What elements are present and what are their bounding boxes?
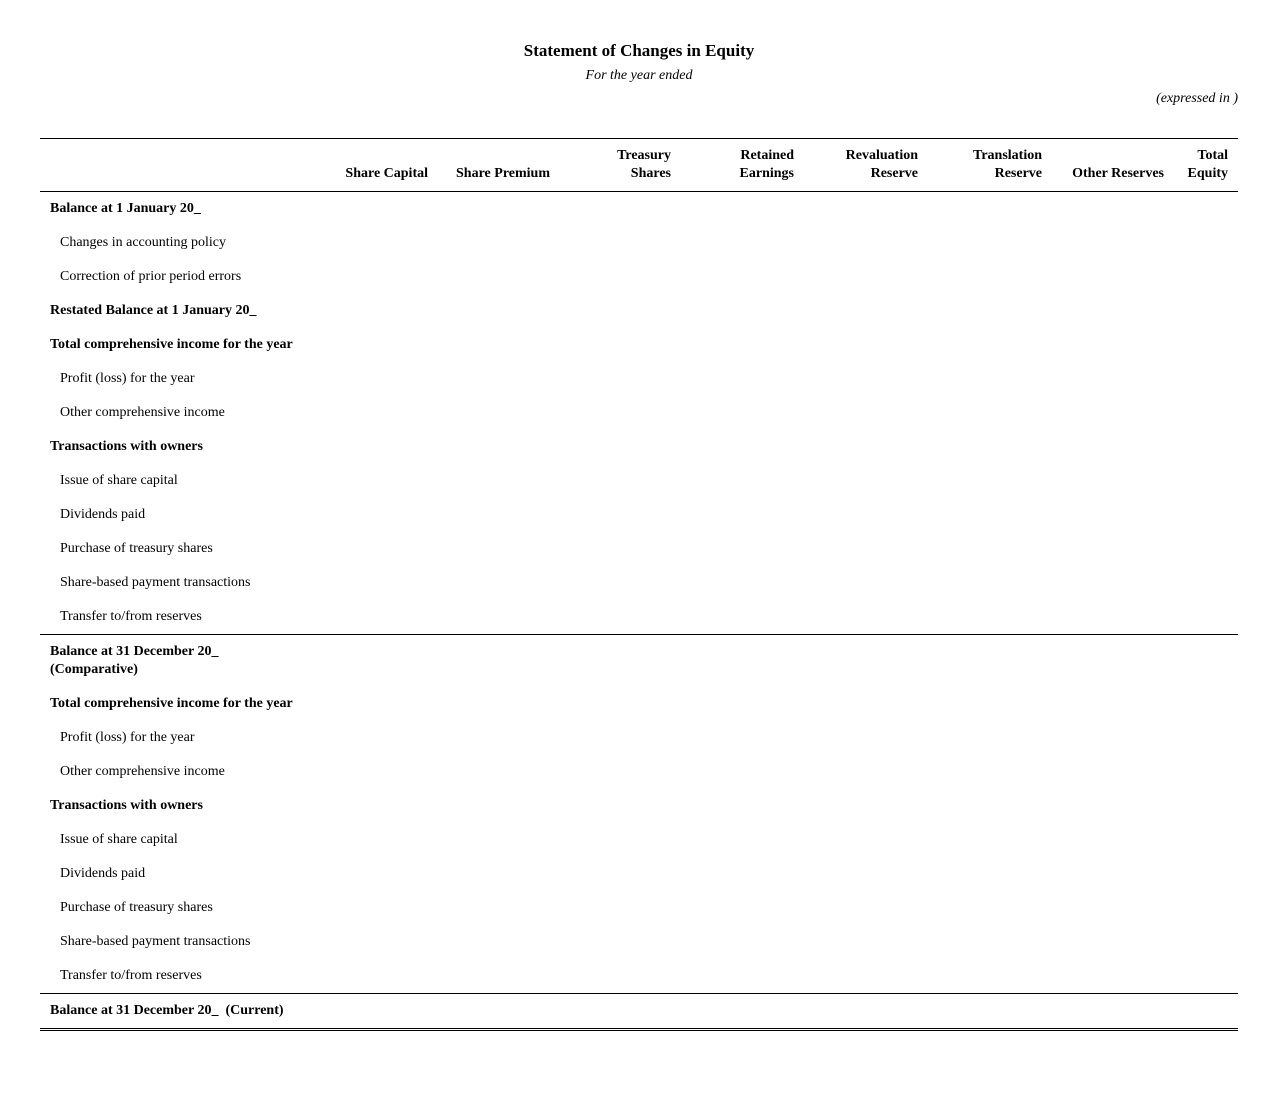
row-label: Transfer to/from reserves [60,968,202,983]
row-label: Balance at 1 January 20_ [50,201,201,216]
row-label: Other comprehensive income [60,405,225,420]
row-label: Balance at 31 December 20_ (Current) [40,994,438,1030]
table-row [40,294,1238,328]
row-label: Share-based payment transactions [60,575,251,590]
column-header-line1: Treasury [617,148,671,163]
column-header-line2: Earnings [739,166,794,181]
row-label: Correction of prior period errors [60,269,242,284]
table-row [40,260,1238,294]
row-label: Profit (loss) for the year [60,371,195,386]
column-header-share-capital [318,139,438,192]
column-header-line2: Share Premium [456,166,550,181]
row-label: Restated Balance at 1 January 20_ [50,303,257,318]
table-row [40,328,1238,362]
table-row [40,925,1238,959]
table-row [40,226,1238,260]
row-label: Total comprehensive income for the year [50,337,293,352]
row-label: Transfer to/from reserves [60,609,202,624]
table-row [40,959,1238,994]
table-row [40,891,1238,925]
column-header-label [40,139,318,192]
table-row [40,464,1238,498]
row-label: Profit (loss) for the year [60,730,195,745]
table-row [40,721,1238,755]
column-header-other-reserves [1052,139,1174,192]
column-header-line2: Reserve [994,166,1042,181]
row-label: Balance at 31 December 20_ (Comparative) [40,635,318,688]
row-label: Total comprehensive income for the year [50,696,293,711]
column-header-treasury-shares [560,139,681,192]
column-header-revaluation-reserve [804,139,928,192]
table-row [40,755,1238,789]
table-header-row [40,139,1238,192]
table-row [40,857,1238,891]
table-row [40,635,1238,688]
row-label: Purchase of treasury shares [60,541,213,556]
table-row [40,192,1238,227]
column-header-share-premium [438,139,560,192]
statement-title: Statement of Changes in Equity [523,41,755,60]
row-label: Purchase of treasury shares [60,900,213,915]
row-label: Dividends paid [60,866,146,881]
row-label: Issue of share capital [60,473,178,488]
table-row [40,600,1238,635]
column-header-line2: Share Capital [345,166,428,181]
table-row [40,396,1238,430]
column-header-translation-reserve [928,139,1052,192]
column-header-line2: Equity [1187,166,1228,181]
column-header-line1: Revaluation [845,148,918,163]
row-label: Issue of share capital [60,832,178,847]
table-row [40,823,1238,857]
table-row [40,498,1238,532]
statement-period: For the year ended [585,68,693,83]
column-header-total-equity [1174,139,1238,192]
table-row [40,687,1238,721]
column-header-line1: Translation [973,148,1042,163]
table-row [40,532,1238,566]
column-header-retained-earnings [681,139,804,192]
row-label: Other comprehensive income [60,764,225,779]
table-row [40,430,1238,464]
row-label: Changes in accounting policy [60,235,227,250]
row-label: Dividends paid [60,507,146,522]
column-header-line2: Other Reserves [1072,166,1164,181]
row-label: Transactions with owners [50,439,203,454]
column-header-line1: Total [1197,148,1228,163]
table-row [40,994,1238,1030]
column-header-line1: Retained [740,148,794,163]
table-row [40,566,1238,600]
row-label: Share-based payment transactions [60,934,251,949]
table-row [40,362,1238,396]
column-header-line2: Reserve [870,166,918,181]
currency-note: (expressed in ) [1156,91,1238,106]
table-row [40,789,1238,823]
equity-table [40,138,1238,1031]
column-header-line2: Shares [630,166,671,181]
row-label: Transactions with owners [50,798,203,813]
